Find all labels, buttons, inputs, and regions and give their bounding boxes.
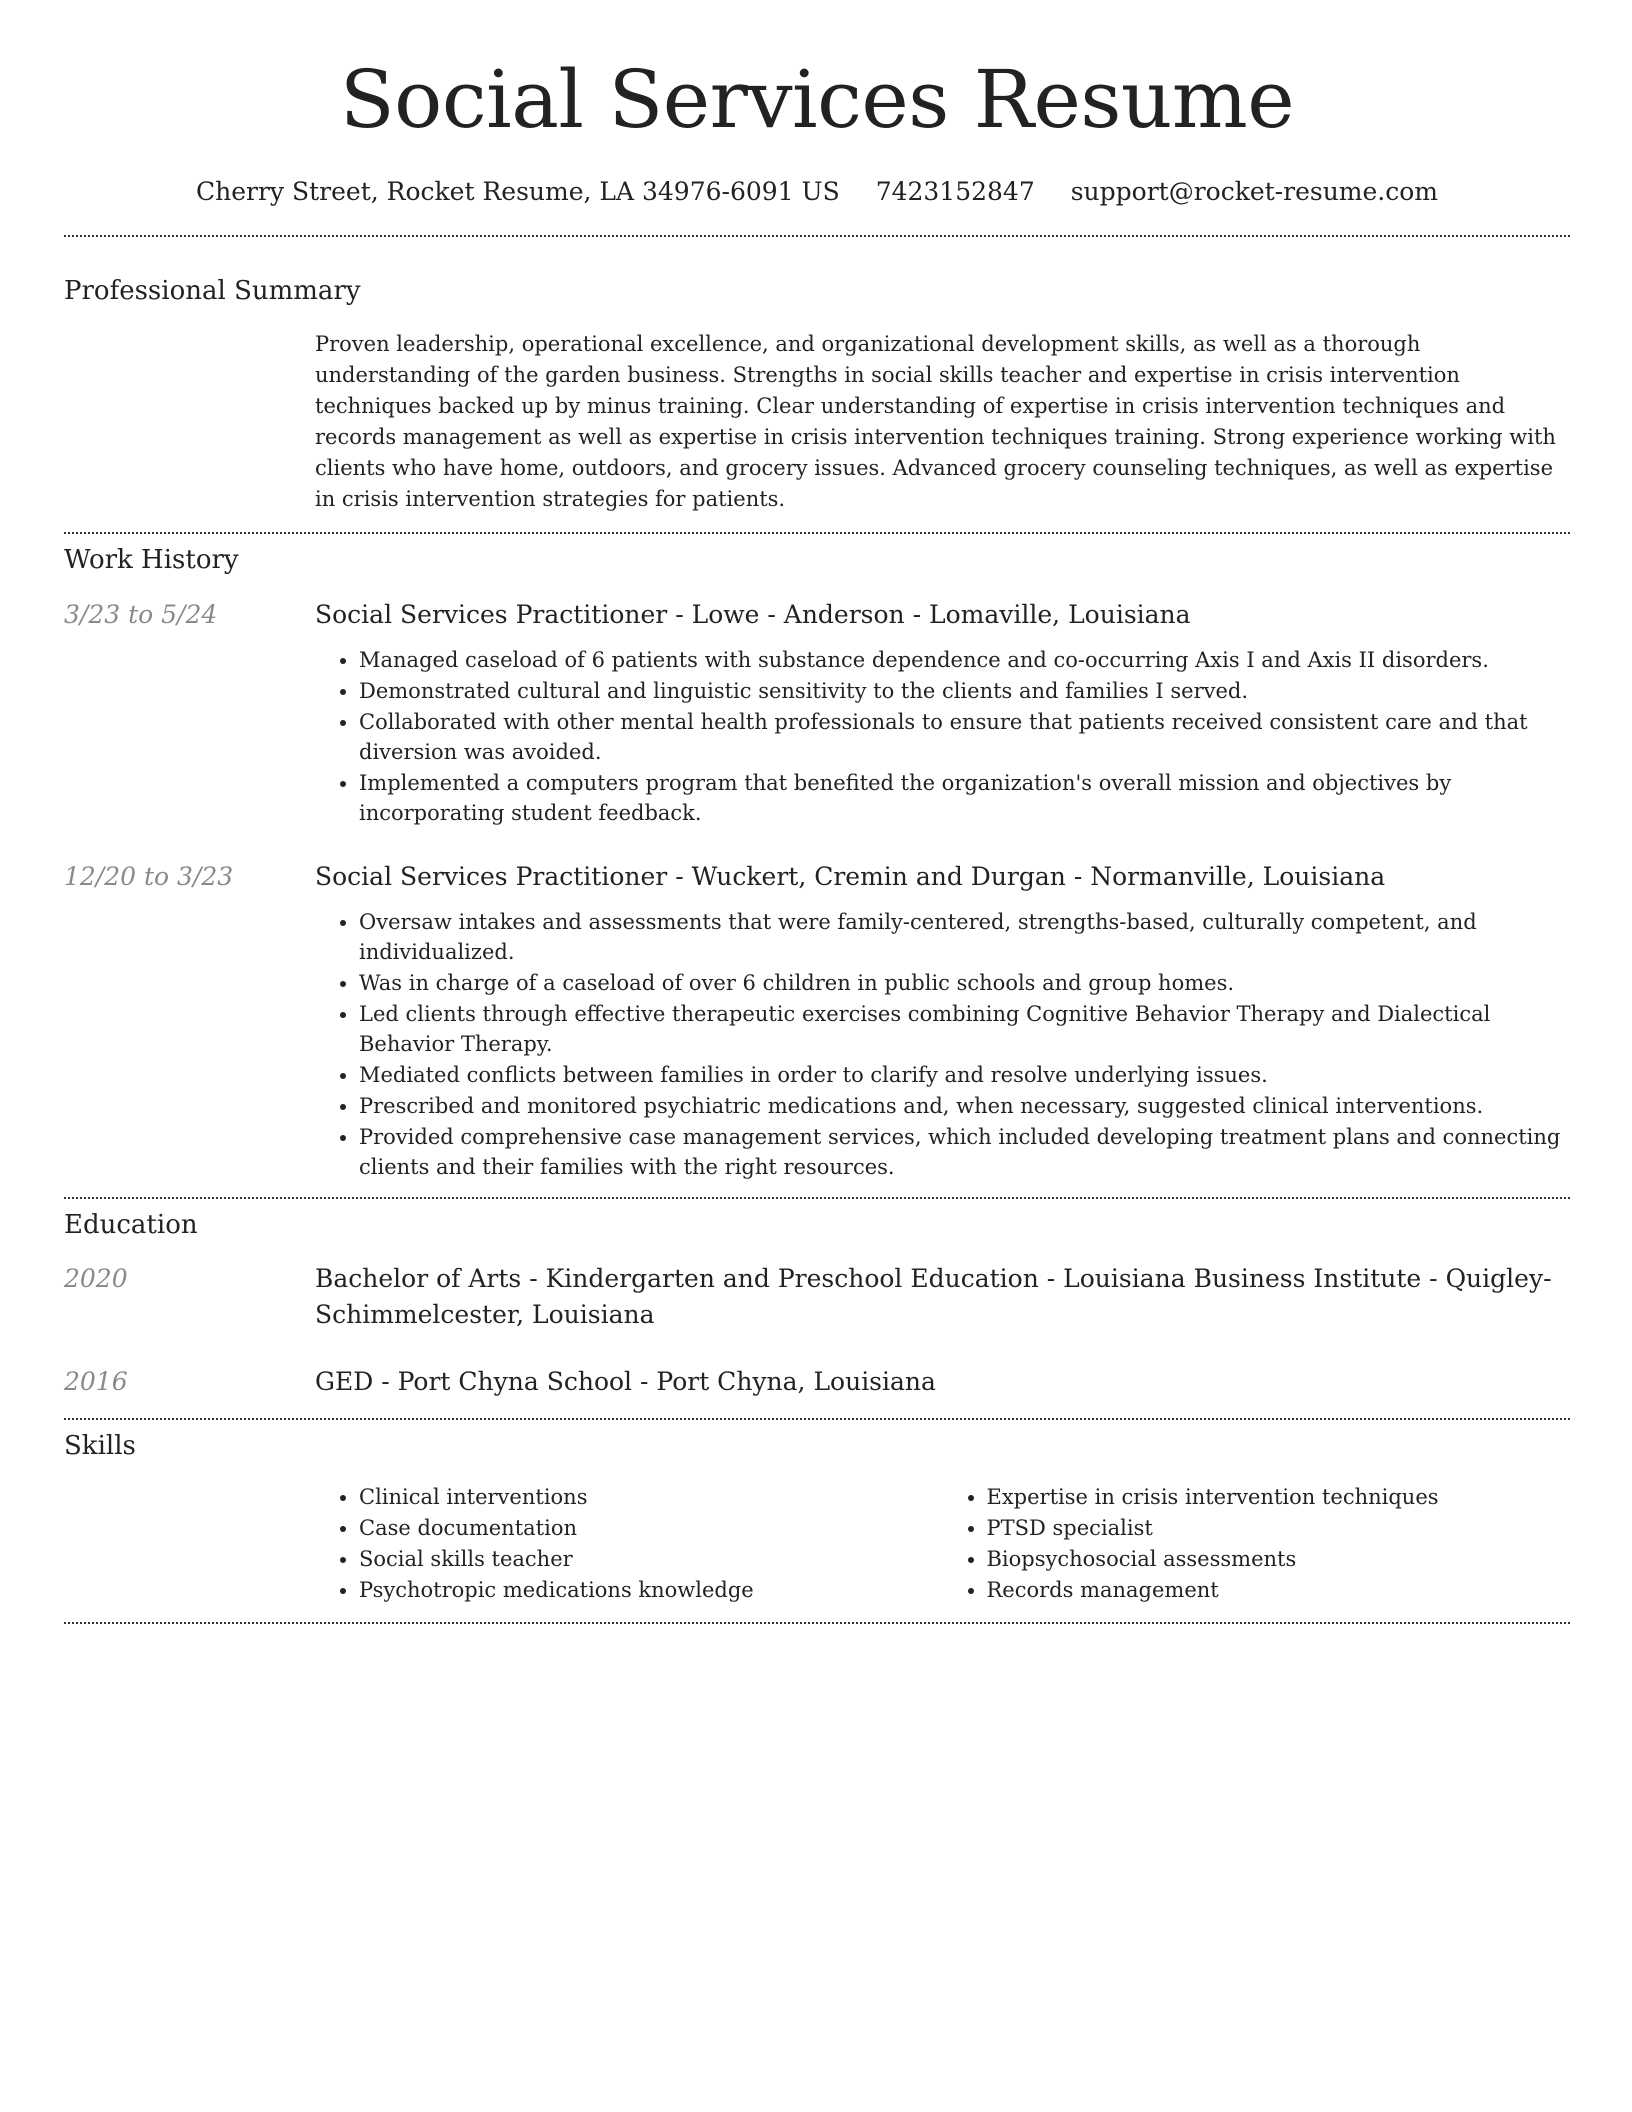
education-title: Bachelor of Arts - Kindergarten and Preschool Education - Louisiana Business Institute - Quigley-Schimmelcester, Louisiana — [315, 1264, 1552, 1329]
education-entry — [64, 1261, 1570, 1333]
job-body — [315, 597, 1570, 829]
summary-heading: Professional Summary — [64, 276, 361, 306]
summary-text: Proven leadership, operational excellence, and organizational development skills, as well as a thorough understanding of the garden business. Strengths in social skills teacher and expertise in crisis intervention techniques backed up by minus training. Clear understanding of expertise in crisis intervention techniques and records management as well as expertise in crisis intervention techniques training. Strong experience working with clients who have home, outdoors, and grocery issues. Advanced grocery counseling techniques, as well as expertise in crisis intervention strategies for patients. — [315, 332, 1556, 511]
skills-column-right — [943, 1482, 1571, 1606]
skill-item: • Records management — [987, 1575, 1571, 1606]
skills-column-left — [315, 1482, 943, 1606]
job-bullets — [315, 645, 1570, 828]
summary-section — [64, 237, 1570, 515]
skill-item: • Biopsychosocial assessments — [987, 1544, 1571, 1575]
skill-item: • PTSD specialist — [987, 1513, 1571, 1544]
job-bullet: • Demonstrated cultural and linguistic sensitivity to the clients and families I served. — [359, 676, 1570, 706]
job-dates: 3/23 to 5/24 — [64, 600, 218, 629]
contact-email: support@rocket-resume.com — [1070, 177, 1439, 206]
skill-item: • Case documentation — [359, 1513, 943, 1544]
job-bullet: • Was in charge of a caseload of over 6 children in public schools and group homes. — [359, 968, 1570, 998]
education-section — [64, 1199, 1570, 1400]
education-year: 2020 — [64, 1264, 128, 1293]
skill-item: • Clinical interventions — [359, 1482, 943, 1513]
resume-page — [64, 0, 1570, 1624]
skills-heading: Skills — [64, 1431, 136, 1461]
skill-item: • Expertise in crisis intervention techniques — [987, 1482, 1571, 1513]
job-title: Social Services Practitioner - Lowe - Anderson - Lomaville, Louisiana — [315, 600, 1191, 629]
work-history-section — [64, 534, 1570, 1183]
education-body — [315, 1364, 1570, 1400]
skill-item: • Social skills teacher — [359, 1544, 943, 1575]
contact-line — [64, 176, 1570, 208]
job-bullet: • Led clients through effective therapeutic exercises combining Cognitive Behavior Therapy and Dialectical Behavior Therapy. — [359, 999, 1570, 1059]
education-heading: Education — [64, 1210, 198, 1240]
resume-title: Social Services Resume — [339, 53, 1295, 146]
contact-phone: 7423152847 — [875, 177, 1035, 206]
skills-list — [315, 1482, 1570, 1606]
section-divider — [64, 1622, 1570, 1624]
job-bullet: • Managed caseload of 6 patients with substance dependence and co-occurring Axis I and Axis II disorders. — [359, 645, 1570, 675]
contact-address: Cherry Street, Rocket Resume, LA 34976-6091 US — [195, 177, 840, 206]
job-bullet: • Mediated conflicts between families in order to clarify and resolve underlying issues. — [359, 1060, 1570, 1090]
education-year: 2016 — [64, 1367, 128, 1396]
job-bullet: • Prescribed and monitored psychiatric medications and, when necessary, suggested clinical interventions. — [359, 1091, 1570, 1121]
job-entry — [64, 859, 1570, 1183]
job-bullets — [315, 907, 1570, 1182]
job-bullet: • Collaborated with other mental health professionals to ensure that patients received consistent care and that diversion was avoided. — [359, 707, 1570, 767]
job-bullet: • Implemented a computers program that benefited the organization's overall mission and objectives by incorporating student feedback. — [359, 768, 1570, 828]
education-body — [315, 1261, 1570, 1333]
job-body — [315, 859, 1570, 1183]
work-history-heading: Work History — [64, 545, 239, 575]
job-dates: 12/20 to 3/23 — [64, 862, 234, 891]
job-entry — [64, 597, 1570, 829]
skills-section — [64, 1420, 1570, 1606]
job-bullet: • Provided comprehensive case management services, which included developing treatment plans and connecting clients and their families with the right resources. — [359, 1122, 1570, 1182]
skill-item: • Psychotropic medications knowledge — [359, 1575, 943, 1606]
education-title: GED - Port Chyna School - Port Chyna, Louisiana — [315, 1367, 936, 1396]
job-title: Social Services Practitioner - Wuckert, Cremin and Durgan - Normanville, Louisiana — [315, 862, 1386, 891]
job-bullet: • Oversaw intakes and assessments that were family-centered, strengths-based, culturally competent, and individualized. — [359, 907, 1570, 967]
education-entry — [64, 1364, 1570, 1400]
